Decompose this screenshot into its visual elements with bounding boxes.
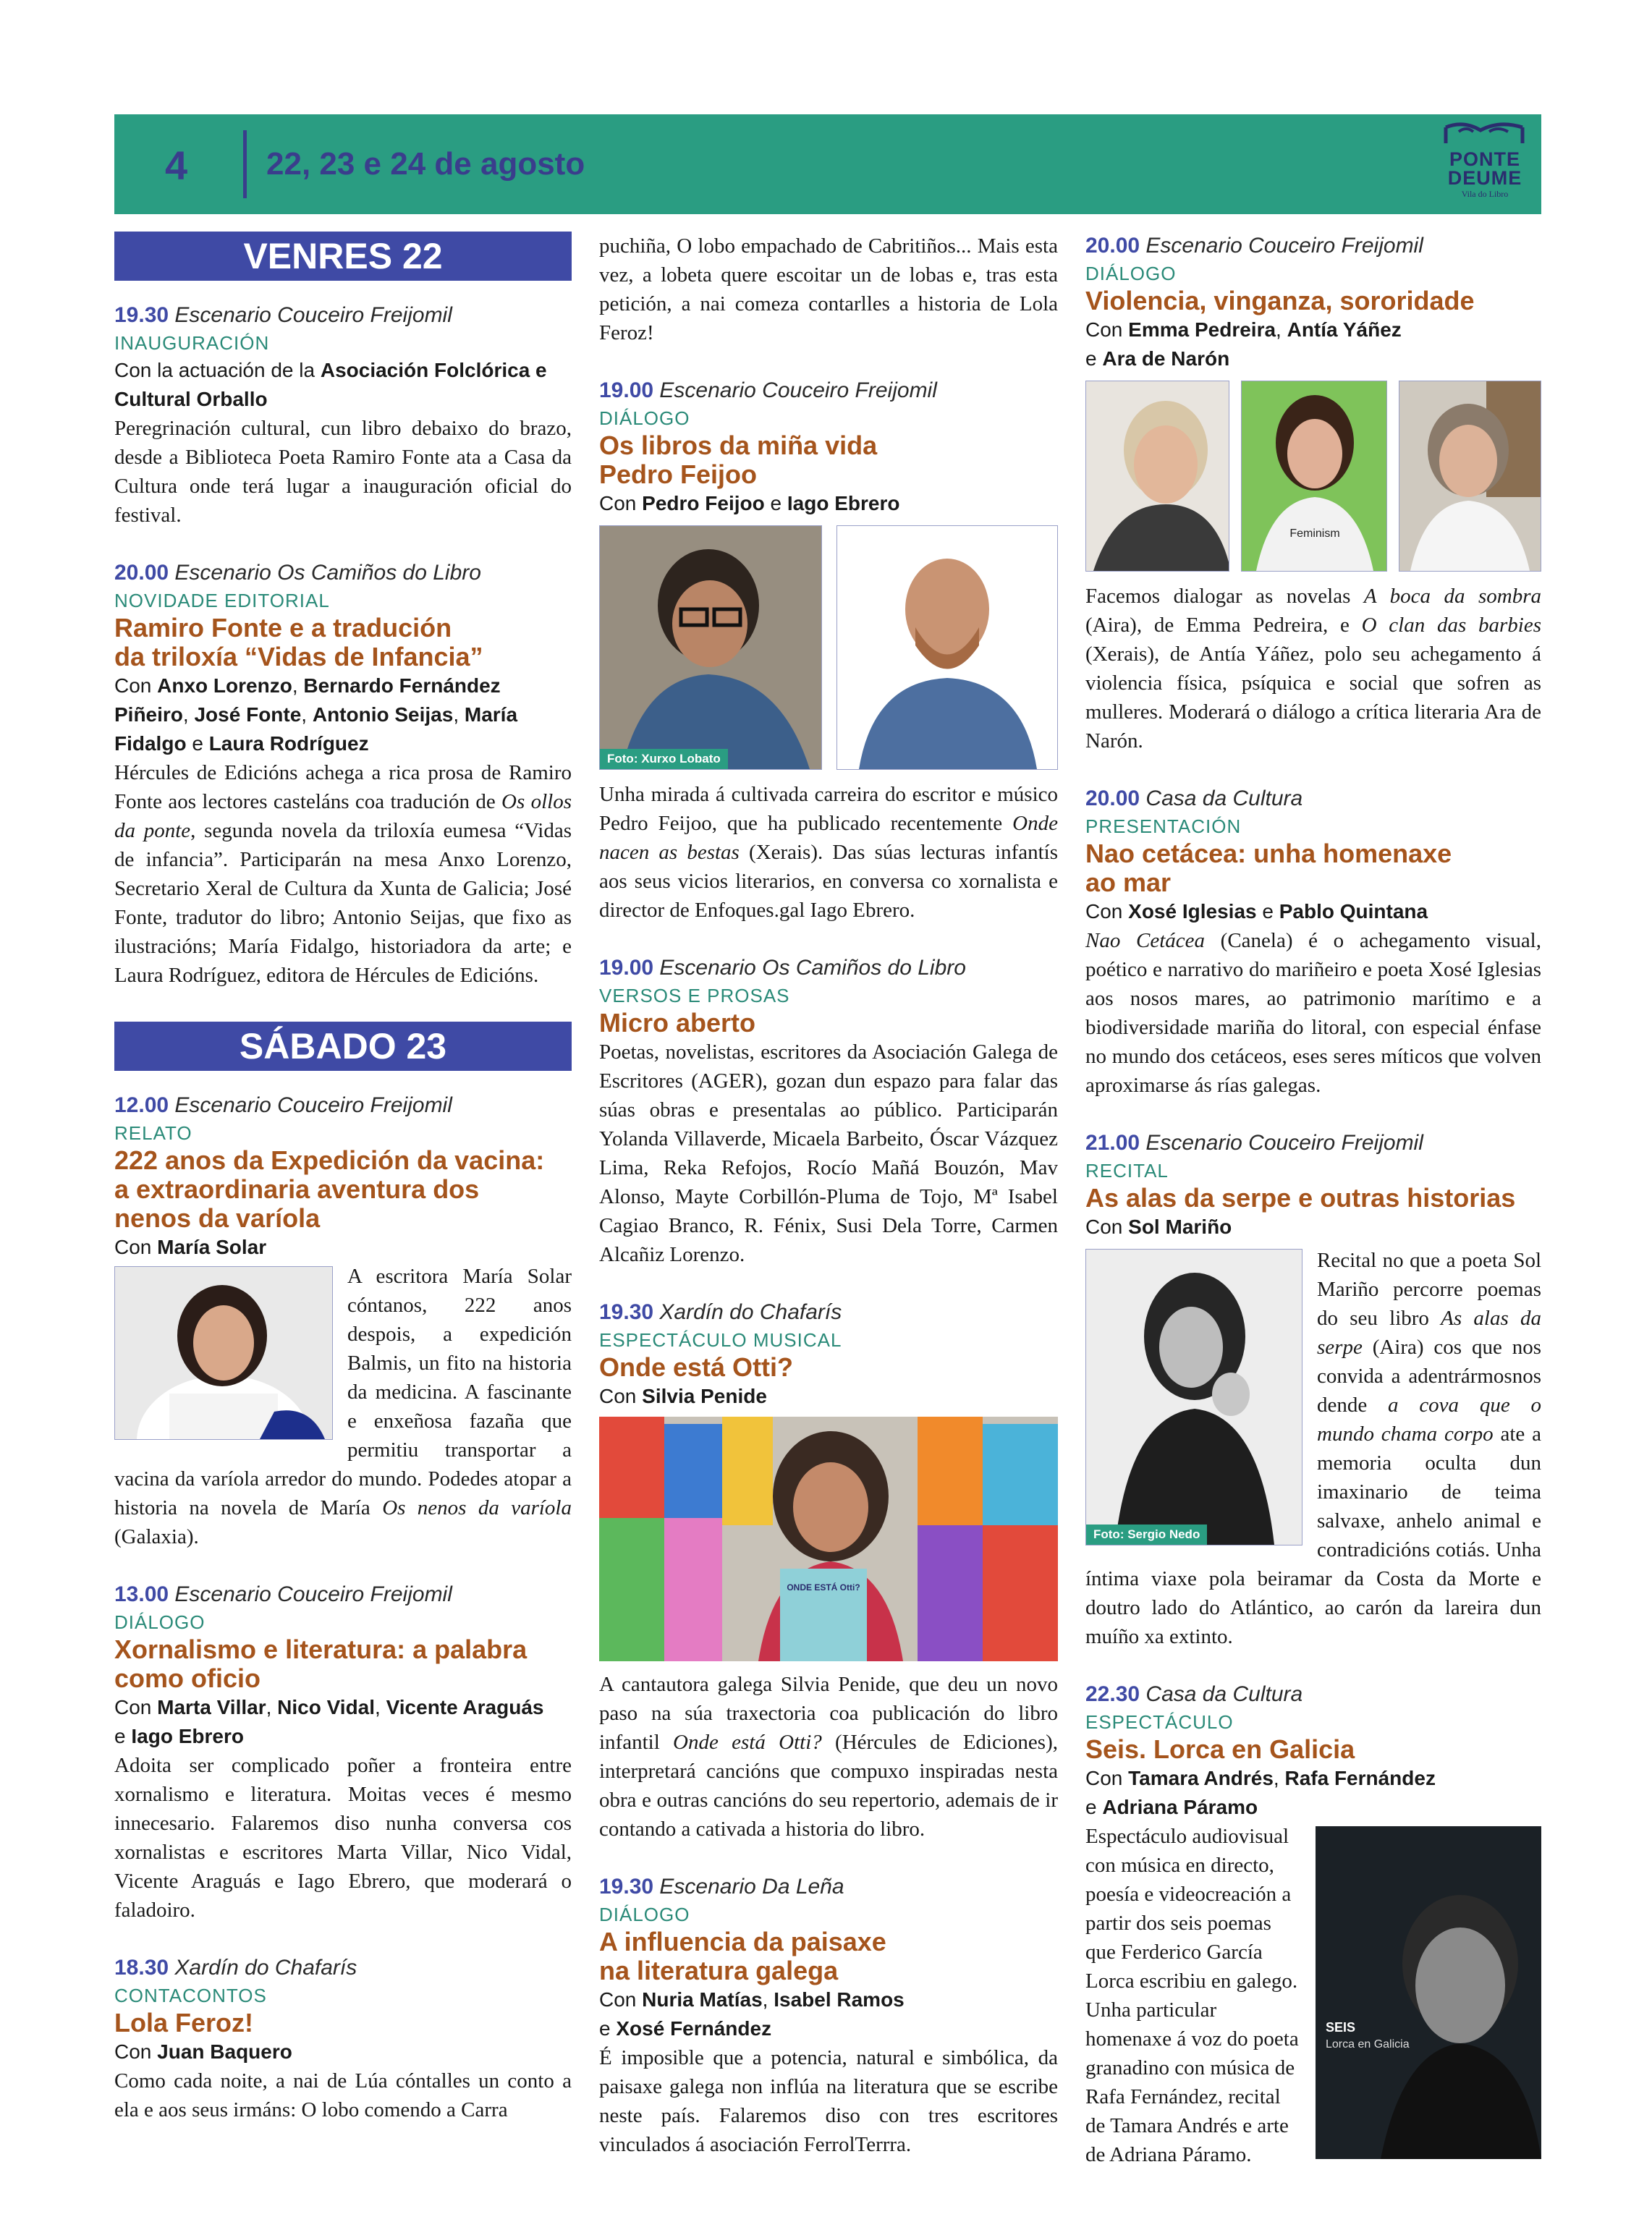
event-description-continued: puchiña, O lobo empachado de Cabritiños... Mais esta vez, a lobeta quere escoitar un de lobas e, tras esta petición, a nai comeza contarlles a historia de Lola Feroz! (599, 234, 1058, 344)
event-title: Nao cetácea: unha homenaxe ao mar (1085, 839, 1452, 897)
event-title: Violencia, vinganza, sororidade (1085, 286, 1475, 315)
participants: Con Emma Pedreira, Antía Yáñez e Ara de Narón (1085, 318, 1402, 370)
poster-subtitle: Lorca en Galicia (1326, 2038, 1410, 2051)
logo-text-ponte: PONTE (1449, 148, 1520, 170)
event-description: Peregrinación cultural, cun libro debaixo do brazo, desde a Biblioteca Poeta Ramiro Fonte ata a Casa da Cultura onde terá lugar a inauguración oficial do festival. (114, 417, 572, 527)
event-venue: Xardín do Chafarís (174, 1956, 357, 1980)
event-time: 22.30 (1085, 1682, 1140, 1706)
event-violencia-vinganza (1085, 232, 1541, 755)
photo-ara-de-naron (1399, 381, 1541, 572)
event-title: Xornalismo e literatura: a palabra como oficio (114, 1634, 528, 1693)
event-time: 20.00 (1085, 786, 1140, 810)
event-onde-esta-otti (599, 1298, 1058, 1844)
event-category: CONTACONTOS (114, 1985, 267, 2006)
photo-iago-ebrero (836, 525, 1058, 770)
event-venue: Casa da Cultura (1145, 1682, 1303, 1706)
day-header-sabado: SÁBADO 23 (114, 1022, 572, 1071)
poster-title: SEIS (1326, 2020, 1356, 2035)
event-category: RECITAL (1085, 1160, 1169, 1182)
participants: Con Anxo Lorenzo, Bernardo Fernández Piñeiro, José Fonte, Antonio Seijas, María Fidalgo e Laura Rodríguez (114, 674, 518, 755)
participants: Con Sol Mariño (1085, 1216, 1232, 1238)
event-lola-feroz (114, 1954, 572, 2124)
event-influencia-paisaxe (599, 1873, 1058, 2159)
event-nao-cetacea (1085, 784, 1541, 1100)
page-header (114, 114, 1541, 214)
event-description: Como cada noite, a nai de Lúa cóntalles un conto a ela e aos seus irmáns: O lobo comendo a Carra (114, 2069, 572, 2121)
event-venue: Xardín do Chafarís (659, 1300, 842, 1324)
event-venue: Escenario Couceiro Freijomil (174, 1582, 452, 1606)
event-time: 13.00 (114, 1582, 169, 1606)
participants: Con Pedro Feijoo e Iago Ebrero (599, 492, 900, 514)
photo-silvia-penide (599, 1417, 1058, 1661)
event-category: DIÁLOGO (114, 1611, 206, 1633)
event-title: Seis. Lorca en Galicia (1085, 1734, 1355, 1764)
event-venue: Escenario Couceiro Freijomil (659, 378, 937, 402)
event-alas-serpe (1085, 1129, 1541, 1651)
event-venue: Escenario Couceiro Freijomil (174, 1093, 452, 1117)
event-seis-lorca (1085, 1680, 1541, 2169)
event-description: A escritora María Solar cóntanos, 222 anos despois, a expedición Balmis, un fito na historia da medicina. A fascinante e enxeñosa fazaña que permitiu transportar a vacina da varíola arredor do mundo. Podedes atopar a historia na novela de María Os nenos da varíola (Galaxia). (114, 1265, 572, 1548)
event-venue: Casa da Cultura (1145, 786, 1303, 810)
event-venue: Escenario Os Camiños do Libro (659, 956, 966, 980)
event-title: 222 anos da Expedición da vacina: a extraordinaria aventura dos nenos da varíola (114, 1145, 545, 1233)
photo-credit: Foto: Sergio Nedo (1086, 1525, 1207, 1545)
event-venue: Escenario Couceiro Freijomil (1145, 234, 1423, 258)
event-category: DIÁLOGO (1085, 263, 1177, 284)
participant: Asociación Folclórica e Cultural Orballo (114, 359, 547, 410)
photo-credit: Foto: Xurxo Lobato (600, 749, 728, 769)
event-description: Hércules de Edicións achega a rica prosa de Ramiro Fonte aos lectores casteláns coa tradución de Os ollos da ponte, segunda novela da triloxía eumesa “Vidas de infancia”. Participarán na mesa Anxo Lorenzo, Secretario Xeral de Cultura da Xunta de Galicia; José Fonte, tradutor do libro; Antonio Seijas, que fixo as ilustracións; María Fidalgo, historiadora da arte; e Laura Rodríguez, editora de Hércules de Edicións. (114, 761, 572, 987)
event-venue: Escenario Couceiro Freijomil (1145, 1131, 1423, 1155)
event-description: É imposible que a potencia, natural e simbólica, da paisaxe galega non inflúa na literatura que se escribe neste país. Falaremos diso con tres escritores vinculados á asociación FerrolTerrra. (599, 2046, 1058, 2156)
event-time: 18.30 (114, 1956, 169, 1980)
day-header-venres: VENRES 22 (114, 232, 572, 281)
event-title: A influencia da paisaxe na literatura galega (599, 1927, 886, 1985)
event-time: 20.00 (1085, 234, 1140, 258)
column-3 (1085, 232, 1541, 2198)
event-micro-aberto (599, 954, 1058, 1269)
event-ramiro-fonte (114, 559, 572, 990)
event-title: Micro aberto (599, 1008, 756, 1038)
event-description: Recital no que a poeta Sol Mariño percorre poemas do seu libro As alas da serpe (Aira) cos que nos convida a adentrármosnos dende a cova que o mundo chama corpo ate a memoria oculta dun imaxinario de teima salvaxe, anhelo animal e contradicións cotiás. Unha íntima viaxe pola beiramar da Costa da Morte e doutro lado do Atlántico, ao carón da lareira dun muíño xa extinto. (1085, 1249, 1542, 1648)
event-title: Os libros da miña vida Pedro Feijoo (599, 431, 878, 489)
event-time: 19.30 (114, 303, 169, 327)
event-venue: Escenario Os Camiños do Libro (174, 561, 481, 585)
with-prefix: Con la actuación de la (114, 359, 321, 381)
participants: Con Nuria Matías, Isabel Ramos e Xosé Fernández (599, 1988, 905, 2040)
event-category: ESPECTÁCULO (1085, 1711, 1234, 1733)
event-time: 19.00 (599, 378, 654, 402)
event-title: Lola Feroz! (114, 2008, 254, 2037)
participants: Con Tamara Andrés, Rafa Fernández e Adriana Páramo (1085, 1767, 1436, 1818)
event-time: 21.00 (1085, 1131, 1140, 1155)
event-time: 19.30 (599, 1300, 654, 1324)
book-cover-text: ONDE ESTÁ Otti? (787, 1582, 860, 1593)
event-xornalismo (114, 1580, 572, 1925)
event-description: A cantautora galega Silvia Penide, que deu un novo paso na súa traxectoria coa publicación do libro infantil Onde está Otti? (Hércules de Ediciones), interpretará cancións que compuxo inspiradas nesta obra e outras cancións do seu repertorio, ademais de ir contando a cativada a historia do libro. (599, 1673, 1058, 1841)
event-category: PRESENTACIÓN (1085, 815, 1242, 837)
logo-text-deume: DEUME (1447, 167, 1522, 189)
event-description: Adoita ser complicado poñer a fronteira entre xornalismo e literatura. Moitas veces é mesmo innecesario. Falaremos diso nunha conversa cos xornalistas e escritores Marta Villar, Nico Vidal, Vicente Araguás e Iago Ebrero, que moderará o faladoiro. (114, 1754, 572, 1922)
event-inauguracion (114, 301, 572, 530)
page-number: 4 (165, 143, 188, 188)
photo-maria-solar (114, 1266, 333, 1440)
participants: Con Marta Villar, Nico Vidal, Vicente Araguás e Iago Ebrero (114, 1696, 544, 1747)
event-category: INAUGURACIÓN (114, 332, 270, 354)
photo-emma-pedreira (1085, 381, 1229, 572)
header-divider (243, 130, 247, 198)
participants: Con Juan Baquero (114, 2040, 292, 2063)
event-category: ESPECTÁCULO MUSICAL (599, 1329, 842, 1351)
participants: Con Xosé Iglesias e Pablo Quintana (1085, 900, 1428, 923)
ponte-deume-logo (1441, 122, 1528, 207)
event-category: DIÁLOGO (599, 1904, 690, 1925)
event-description: Nao Cetácea (Canela) é o achegamento visual, poético e narrativo do mariñeiro e poeta Xosé Iglesias aos nosos mares, ao patrimonio marítimo e a biodiversidade mariña do litoral, con especial énfase no mundo dos cetáceos, eses seres míticos que volven aproximarse ás rías galegas. (1085, 929, 1541, 1097)
shirt-text: Feminism (1289, 527, 1340, 540)
event-time: 12.00 (114, 1093, 169, 1117)
event-description: Poetas, novelistas, escritores da Asociación Galega de Escritores (AGER), gozan dun espazo para falar das súas obras e presentalas ao público. Participarán Yolanda Villaverde, Micaela Barbeito, Óscar Vázquez Lima, Reka Refojos, Rocío Mañá Bouzón, Mav Alonso, Mayte Corbillón-Pluma de Tojo, Mª Isabel Cagiao Branco, R. Fénix, Susi Dela Torre, Carmen Alcañiz Lorenzo. (599, 1040, 1058, 1266)
participants: Con Silvia Penide (599, 1385, 767, 1407)
bridge-logo-icon (1441, 122, 1528, 146)
poster-seis-lorca (1316, 1826, 1541, 2159)
event-category: VERSOS E PROSAS (599, 985, 790, 1006)
photo-antia-yanez (1241, 381, 1386, 572)
event-time: 20.00 (114, 561, 169, 585)
event-title: Ramiro Fonte e a tradución da triloxía “Vidas de Infancia” (114, 613, 483, 671)
event-title: Onde está Otti? (599, 1352, 794, 1382)
photo-sol-marino (1085, 1249, 1302, 1545)
event-category: DIÁLOGO (599, 407, 690, 429)
event-description: Espectáculo audiovisual con música en directo, poesía e videocreación a partir dos seis poemas que Ferderico García Lorca escribiu en galego. Unha particular homenaxe á voz do poeta granadino con música de Rafa Fernández, recital de Tamara Andrés e arte de Adriana Páramo. (1085, 1825, 1299, 2166)
event-description: Unha mirada á cultivada carreira do escritor e músico Pedro Feijoo, que ha publicado recentemente Onde nacen as bestas (Xerais). Das súas lecturas infantís aos seus vicios literarios, en conversa co xornalista e director de Enfoques.gal Iago Ebrero. (599, 783, 1059, 922)
event-description: Facemos dialogar as novelas A boca da sombra (Aira), de Emma Pedreira, e O clan das barbies (Xerais), de Antía Yáñez, polo seu achegamento á violencia física, psíquica e social que sofren as mulleres. Moderará o diálogo a crítica literaria Ara de Narón. (1085, 585, 1542, 752)
logo-subtitle: Vila do Libro (1461, 189, 1509, 199)
participants: Con María Solar (114, 1236, 267, 1258)
event-category: RELATO (114, 1122, 192, 1144)
column-1 (114, 232, 572, 2153)
event-libros-miña-vida (599, 376, 1058, 925)
column-2 (599, 232, 1058, 2188)
event-time: 19.00 (599, 956, 654, 980)
event-venue: Escenario Couceiro Freijomil (174, 303, 452, 327)
event-category: NOVIDADE EDITORIAL (114, 590, 330, 611)
festival-dates: 22, 23 e 24 de agosto (266, 146, 585, 182)
photo-pedro-feijoo (599, 525, 822, 770)
event-venue: Escenario Da Leña (659, 1875, 844, 1899)
event-title: As alas da serpe e outras historias (1085, 1183, 1516, 1213)
event-expedicion-vacina (114, 1091, 572, 1551)
event-time: 19.30 (599, 1875, 654, 1899)
